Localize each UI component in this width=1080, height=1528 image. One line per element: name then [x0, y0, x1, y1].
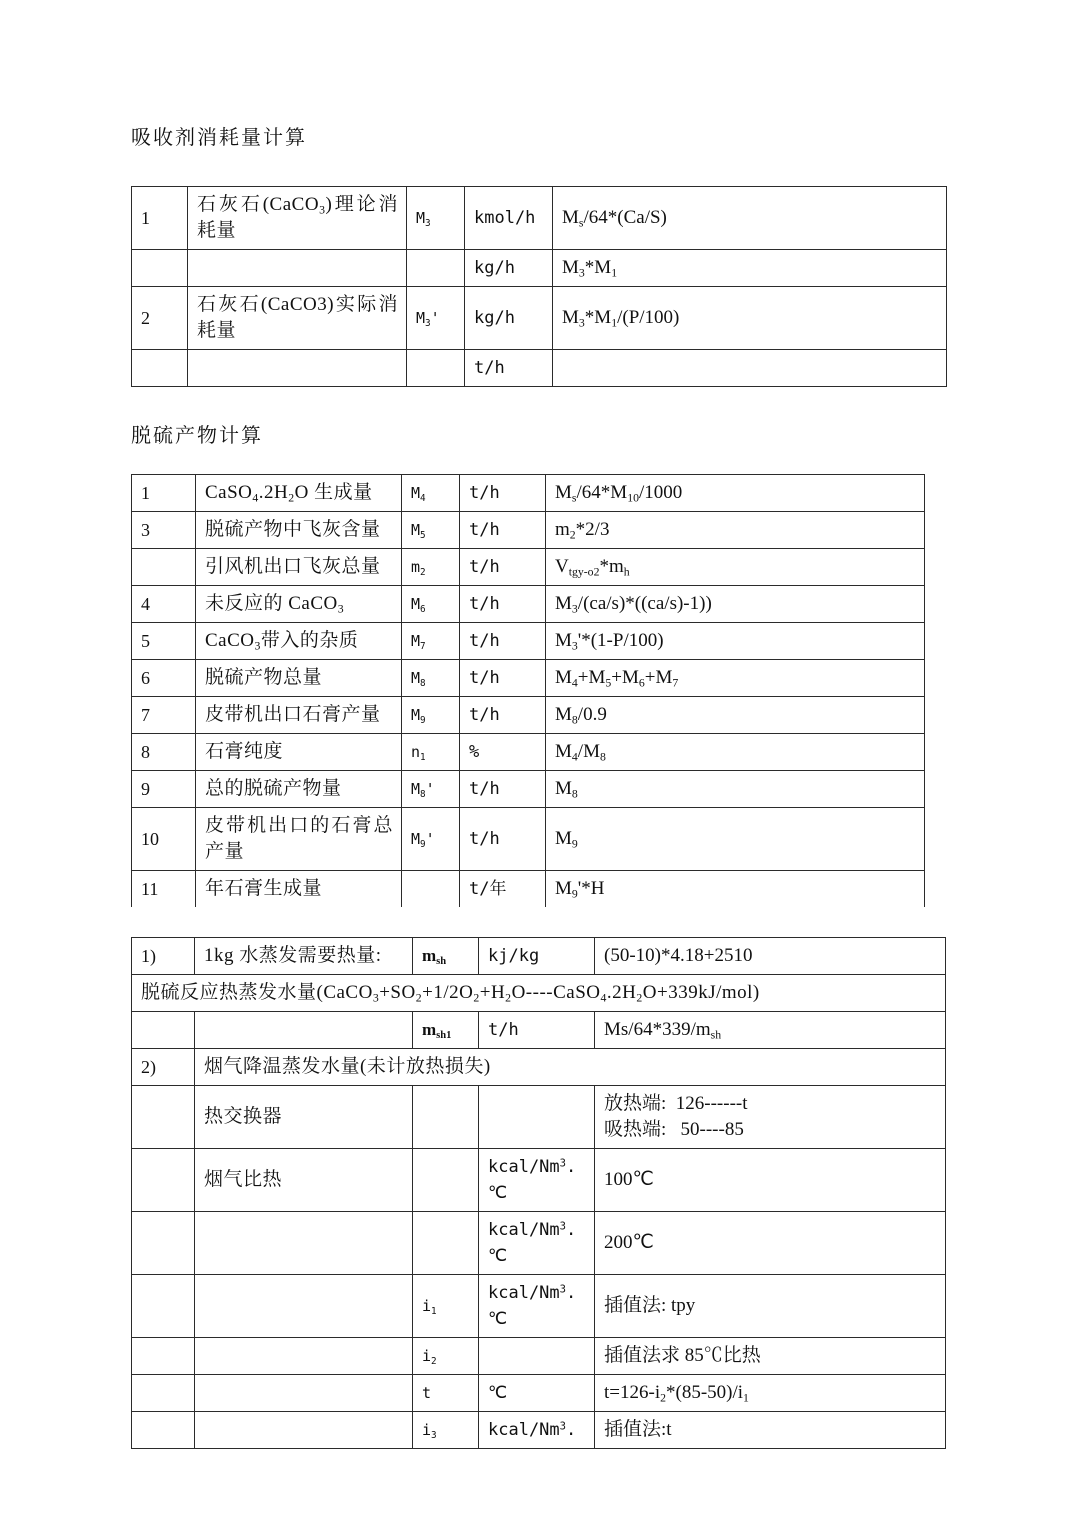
table-row — [132, 1012, 946, 1049]
table-row — [132, 1338, 946, 1375]
description-cell — [195, 1375, 413, 1412]
table-row — [132, 475, 925, 512]
symbol-cell: $M_9$ — [402, 697, 460, 734]
symbol-cell: $i_1$ — [413, 1275, 479, 1338]
formula-cell: $M_3*M_1$ — [553, 250, 947, 287]
symbol-cell: $M_8$ — [402, 660, 460, 697]
table-row — [132, 1049, 946, 1086]
unit-cell: t/h — [460, 512, 546, 549]
formula-cell: $t=126-i_2*(85-50)/i_1$ — [595, 1375, 946, 1412]
formula-cell: 100℃ — [595, 1149, 946, 1212]
symbol-cell: $n_1$ — [402, 734, 460, 771]
symbol-cell — [413, 1149, 479, 1212]
table-row — [132, 623, 925, 660]
row-number-cell — [132, 549, 196, 586]
row-number-cell — [132, 1375, 195, 1412]
row-number-cell — [132, 1412, 195, 1449]
unit-cell: t/h — [460, 623, 546, 660]
description-cell — [195, 1212, 413, 1275]
symbol-cell: $M_8'$ — [402, 771, 460, 808]
row-number-cell: 4 — [132, 586, 196, 623]
formula-cell: $M_4/M_8$ — [546, 734, 925, 771]
unit-cell: t/h — [460, 660, 546, 697]
description-cell: 1kg 水蒸发需要热量: — [195, 938, 413, 975]
symbol-cell: $i_3$ — [413, 1412, 479, 1449]
table-row — [132, 1375, 946, 1412]
row-number-cell: 1 — [132, 187, 188, 250]
row-number-cell: 6 — [132, 660, 196, 697]
symbol-cell: $m_{sh}$ — [413, 938, 479, 975]
unit-cell: t/年 — [460, 871, 546, 908]
description-cell: 石灰石(CaCO3)实际消耗量 — [188, 287, 407, 350]
unit-cell — [479, 1338, 595, 1375]
description-cell — [195, 1338, 413, 1375]
row-number-cell: 1) — [132, 938, 195, 975]
formula-cell: $M_s/64*(Ca/S)$ — [553, 187, 947, 250]
row-number-cell: 2 — [132, 287, 188, 350]
row-number-cell — [132, 1012, 195, 1049]
unit-cell: t/h — [460, 697, 546, 734]
row-number-cell: 9 — [132, 771, 196, 808]
symbol-cell — [413, 1086, 479, 1149]
table-row — [132, 512, 925, 549]
unit-cell: kcal/Nm$^3$. ℃ — [479, 1212, 595, 1275]
symbol-cell: $M_6$ — [402, 586, 460, 623]
description-cell: 引风机出口飞灰总量 — [196, 549, 402, 586]
description-cell: 石膏纯度 — [196, 734, 402, 771]
formula-cell: $Ms/64*339/m_{sh}$ — [595, 1012, 946, 1049]
description-cell — [188, 250, 407, 287]
table-row — [132, 1275, 946, 1338]
table-row — [132, 1412, 946, 1449]
formula-cell: 插值法:t — [595, 1412, 946, 1449]
description-cell: 烟气比热 — [195, 1149, 413, 1212]
description-cell: $CaSO_4.2H_2O$ 生成量 — [196, 475, 402, 512]
table-row — [132, 1212, 946, 1275]
table-row — [132, 808, 925, 871]
table-row — [132, 586, 925, 623]
formula-cell: $M_3/(ca/s)*((ca/s)-1)$) — [546, 586, 925, 623]
description-cell — [195, 1012, 413, 1049]
formula-cell: 插值法求 85℃比热 — [595, 1338, 946, 1375]
row-number-cell: 11 — [132, 871, 196, 908]
description-cell: 皮带机出口的石膏总产量 — [196, 808, 402, 871]
row-number-cell: 8 — [132, 734, 196, 771]
row-number-cell: 2) — [132, 1049, 195, 1086]
row-number-cell — [132, 1149, 195, 1212]
table-row — [132, 871, 925, 908]
unit-cell: % — [460, 734, 546, 771]
symbol-cell — [407, 350, 465, 387]
formula-cell: $M_3'*(1-P/100)$ — [546, 623, 925, 660]
table-row — [132, 660, 925, 697]
symbol-cell: $M_9'$ — [402, 808, 460, 871]
unit-cell: kcal/Nm$^3$. ℃ — [479, 1275, 595, 1338]
description-cell: 烟气降温蒸发水量(未计放热损失) — [195, 1049, 946, 1086]
formula-cell: 放热端: 126------t 吸热端: 50----85 — [595, 1086, 946, 1149]
description-cell: 年石膏生成量 — [196, 871, 402, 908]
section-title-desulfurization-products: 脱硫产物计算 — [131, 425, 263, 447]
row-number-cell — [132, 1338, 195, 1375]
formula-cell — [553, 350, 947, 387]
symbol-cell: $M_7$ — [402, 623, 460, 660]
unit-cell: kcal/Nm$^3$. — [479, 1412, 595, 1449]
evaporation-heat-table — [131, 937, 946, 1449]
row-number-cell: 10 — [132, 808, 196, 871]
unit-cell: ℃ — [479, 1375, 595, 1412]
formula-cell: $m_2*2/3$ — [546, 512, 925, 549]
symbol-cell: $M_4$ — [402, 475, 460, 512]
unit-cell: t/h — [460, 586, 546, 623]
formula-cell: $M_s/64*M_{10}/1000$ — [546, 475, 925, 512]
description-cell: CaCO$_3$带入的杂质 — [196, 623, 402, 660]
table-row — [132, 350, 947, 387]
symbol-cell: $m_{sh1}$ — [413, 1012, 479, 1049]
unit-cell: t/h — [460, 771, 546, 808]
absorbent-consumption-table — [131, 186, 947, 387]
description-cell: 石灰石(CaCO$_3$)理论消耗量 — [188, 187, 407, 250]
row-number-cell: 3 — [132, 512, 196, 549]
row-number-cell: 7 — [132, 697, 196, 734]
unit-cell: kcal/Nm$^3$. ℃ — [479, 1149, 595, 1212]
description-cell: 脱硫产物中飞灰含量 — [196, 512, 402, 549]
row-number-cell — [132, 1086, 195, 1149]
description-cell: 脱硫产物总量 — [196, 660, 402, 697]
description-cell: 热交换器 — [195, 1086, 413, 1149]
description-cell — [188, 350, 407, 387]
unit-cell — [479, 1086, 595, 1149]
description-cell — [195, 1275, 413, 1338]
symbol-cell — [407, 250, 465, 287]
formula-cell: $M_8$ — [546, 771, 925, 808]
symbol-cell: $M_3'$ — [407, 287, 465, 350]
table-row — [132, 1086, 946, 1149]
table-row — [132, 187, 947, 250]
description-cell: 皮带机出口石膏产量 — [196, 697, 402, 734]
description-cell: 总的脱硫产物量 — [196, 771, 402, 808]
unit-cell: kg/h — [465, 287, 553, 350]
unit-cell: kg/h — [465, 250, 553, 287]
table-row — [132, 287, 947, 350]
formula-cell: $M_8/0.9$ — [546, 697, 925, 734]
row-number-cell — [132, 1212, 195, 1275]
symbol-cell: t — [413, 1375, 479, 1412]
description-cell: 脱硫反应热蒸发水量$(CaCO_3+SO_2+1/2O_2+H_2O----CaSO_4.2H_2O+339kJ/mol)$ — [132, 975, 946, 1012]
symbol-cell: $m_2$ — [402, 549, 460, 586]
section-title-absorbent-consumption: 吸收剂消耗量计算 — [131, 127, 307, 149]
row-number-cell — [132, 1275, 195, 1338]
unit-cell: t/h — [465, 350, 553, 387]
formula-cell: $V_{tgy-o2}*m_h$ — [546, 549, 925, 586]
table-row — [132, 697, 925, 734]
formula-cell: $M_3*M_1/(P/100)$ — [553, 287, 947, 350]
unit-cell: kmol/h — [465, 187, 553, 250]
row-number-cell: 5 — [132, 623, 196, 660]
table-row — [132, 549, 925, 586]
symbol-cell: $M_5$ — [402, 512, 460, 549]
unit-cell: t/h — [479, 1012, 595, 1049]
table-row — [132, 734, 925, 771]
table-row — [132, 1149, 946, 1212]
unit-cell: t/h — [460, 475, 546, 512]
table-row — [132, 975, 946, 1012]
formula-cell: 插值法: tpy — [595, 1275, 946, 1338]
symbol-cell — [402, 871, 460, 908]
symbol-cell — [413, 1212, 479, 1275]
table-row — [132, 250, 947, 287]
unit-cell: t/h — [460, 808, 546, 871]
table-row — [132, 771, 925, 808]
row-number-cell — [132, 350, 188, 387]
row-number-cell — [132, 250, 188, 287]
formula-cell: 200℃ — [595, 1212, 946, 1275]
formula-cell: $M_9$ — [546, 808, 925, 871]
formula-cell: (50-10)*4.18+2510 — [595, 938, 946, 975]
table-row — [132, 938, 946, 975]
unit-cell: kj/kg — [479, 938, 595, 975]
formula-cell: $M_4+M_5+M_6+M_7$ — [546, 660, 925, 697]
desulfurization-products-table — [131, 474, 925, 907]
unit-cell: t/h — [460, 549, 546, 586]
symbol-cell: $i_2$ — [413, 1338, 479, 1375]
description-cell — [195, 1412, 413, 1449]
row-number-cell: 1 — [132, 475, 196, 512]
formula-cell: $M_9'*H$ — [546, 871, 925, 908]
symbol-cell: $M_3$ — [407, 187, 465, 250]
description-cell: 未反应的 CaCO$_3$ — [196, 586, 402, 623]
